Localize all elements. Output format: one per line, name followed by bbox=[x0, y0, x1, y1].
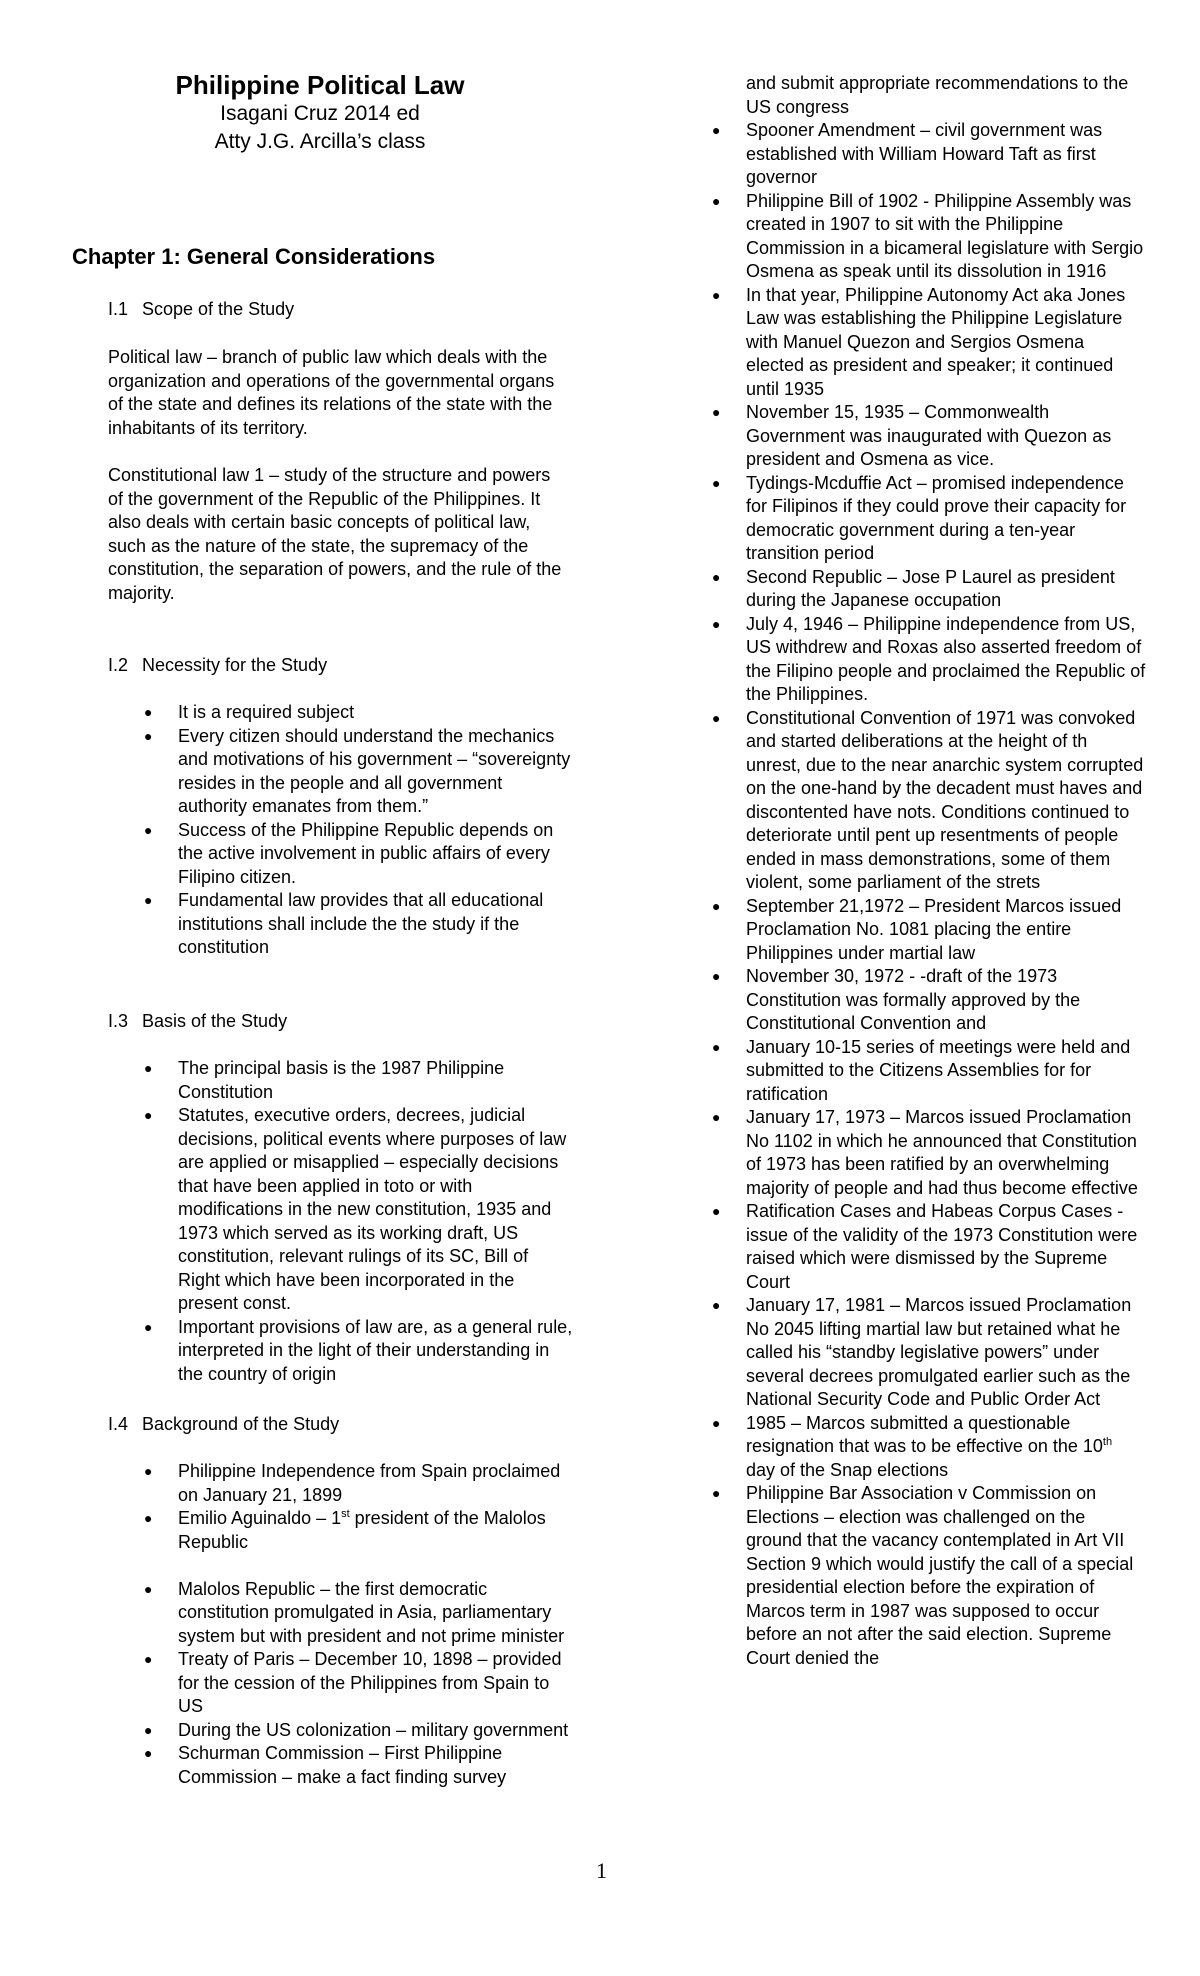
bullet-icon: ● bbox=[712, 1109, 721, 1125]
class-line: Atty J.G. Arcilla’s class bbox=[214, 130, 426, 153]
bullet-icon: ● bbox=[144, 1745, 153, 1761]
bullet-icon: ● bbox=[712, 1203, 721, 1219]
bullet-icon: ● bbox=[144, 1721, 153, 1738]
bullet-icon: ● bbox=[144, 1463, 153, 1479]
list-item: ● January 10-15 series of meetings were held and submitted to the Citizens Assemblies for for ratification bbox=[712, 1036, 1131, 1104]
list-item: ● Emilio Aguinaldo – 1st president of the Malolos Republic bbox=[144, 1508, 546, 1552]
list-item: ● Philippine Independence from Spain proclaimed on January 21, 1899 bbox=[144, 1461, 561, 1505]
paragraph-political-law: Political law – branch of public law which deals with the organization and operations of the governmental organs of the state and defines its relations of the state with the inhabitants of its territory. bbox=[108, 347, 555, 438]
bullet-icon: ● bbox=[144, 727, 153, 744]
list-item: ● Philippine Bar Association v Commission on Elections – election was challenged on the ground that the vacancy contemplated in Art VII Section 9 which would justify the call of a special presidential election before the expiration of Marcos term in 1987 was supposed to occur before an not after the said election. Supreme Court denied the bbox=[712, 1483, 1134, 1668]
list-item: ● Constitutional Convention of 1971 was convoked and started deliberations at the height of th unrest, due to the near anarchic system corrupted on the one-hand by the decadent must haves and discontented have nots. Conditions continued to deteriorate until pent up resentments of people ended in mass demonstrations, some of them violent, some parliament of the strets bbox=[712, 707, 1144, 892]
list-item: ● Treaty of Paris – December 10, 1898 – provided for the cession of the Philippines from Spain to US bbox=[144, 1649, 562, 1716]
list-item: ● January 17, 1981 – Marcos issued Proclamation No 2045 lifting martial law but retained what he called his “standby legislative powers” under several decrees promulgated earlier such as the National Security Code and Public Order Act bbox=[712, 1295, 1132, 1409]
section-title: Basis of the Study bbox=[142, 1011, 288, 1031]
bullet-icon: ● bbox=[712, 709, 721, 726]
bullet-icon: ● bbox=[712, 1297, 721, 1313]
page-number: 1 bbox=[596, 1858, 607, 1883]
list-item: ● Every citizen should understand the mechanics and motivations of his government – “sovereignty resides in the people and all government authority emanates from them.” bbox=[144, 725, 571, 816]
list-item: ● November 15, 1935 – Commonwealth Government was inaugurated with Quezon as president and Osmena as vice. bbox=[712, 402, 1112, 469]
list-item: ● Philippine Bill of 1902 - Philippine Assembly was created in 1907 to sit with the Philippine Commission in a bicameral legislature with Sergio Osmena as speak until its dissolution in 1916 bbox=[712, 190, 1144, 281]
bullet-icon: ● bbox=[144, 1107, 153, 1123]
bullet-icon: ● bbox=[712, 474, 721, 491]
list-item: ● During the US colonization – military government bbox=[178, 1719, 573, 1743]
bullet-icon: ● bbox=[712, 1414, 721, 1431]
bullet-icon: ● bbox=[712, 615, 721, 632]
section-title: Background of the Study bbox=[142, 1414, 340, 1434]
list-item: ● 1985 – Marcos submitted a questionable resignation that was to be effective on the 10th day of the Snap elections bbox=[712, 1412, 1113, 1480]
list-item: ● January 17, 1973 – Marcos issued Proclamation No 1102 in which he announced that Constitution of 1973 has been ratified by an overwhelming majority of people and had thus become effective bbox=[712, 1107, 1138, 1198]
list-item-continuation: and submit appropriate recommendations to the US congress bbox=[746, 73, 1129, 117]
bullet-icon: ● bbox=[144, 1060, 153, 1076]
bullet-icon: ● bbox=[712, 968, 721, 984]
list-item: ● Important provisions of law are, as a general rule, interpreted in the light of their understanding in the country of origin bbox=[144, 1316, 573, 1384]
bullet-icon: ● bbox=[712, 1485, 721, 1501]
document-title: Philippine Political Law bbox=[175, 70, 465, 100]
bullet-icon: ● bbox=[144, 892, 153, 908]
list-item: ● September 21,1972 – President Marcos issued Proclamation No. 1081 placing the entire Philippines under martial law bbox=[712, 895, 1122, 963]
bullet-icon: ● bbox=[144, 704, 153, 720]
bullet-icon: ● bbox=[712, 568, 721, 585]
list-item: ● Success of the Philippine Republic depends on the active involvement in public affairs of every Filipino citizen. bbox=[144, 819, 554, 887]
list-item: ● Spooner Amendment – civil government was established with William Howard Taft as first governor bbox=[712, 120, 1103, 187]
title-block bbox=[120, 70, 520, 156]
list-item: ● Malolos Republic – the first democratic constitution promulgated in Asia, parliamentary system but with president and not prime minister bbox=[144, 1578, 565, 1646]
bullet-icon: ● bbox=[144, 821, 153, 838]
section-number: I.3 bbox=[108, 1011, 129, 1031]
bullet-icon: ● bbox=[712, 122, 721, 138]
chapter-heading: Chapter 1: General Considerations bbox=[72, 244, 436, 269]
section-heading-basis bbox=[108, 1010, 287, 1034]
background-list bbox=[144, 1460, 573, 1789]
bullet-icon: ● bbox=[144, 1580, 153, 1597]
paragraph-constitutional-law: Constitutional law 1 – study of the structure and powers of the government of the Republic of the Philippines. It also deals with certain basic concepts of political law, such as the nature of the state, the supremacy of the constitution, the separation of powers, and the rule of the majority. bbox=[108, 465, 562, 603]
section-heading-necessity bbox=[108, 654, 327, 678]
section-heading-background bbox=[108, 1413, 339, 1437]
bullet-icon: ● bbox=[712, 286, 721, 303]
necessity-list bbox=[144, 701, 573, 960]
section-number: I.2 bbox=[108, 655, 129, 675]
list-item: ● In that year, Philippine Autonomy Act aka Jones Law was establishing the Philippine Legislature with Manuel Quezon and Sergios Osmena elected as president and speaker; it continued until 1935 bbox=[712, 284, 1126, 399]
background-list-continued bbox=[712, 72, 1146, 1670]
section-heading-scope bbox=[108, 298, 294, 322]
bullet-icon: ● bbox=[712, 404, 721, 420]
list-item: ● The principal basis is the 1987 Philippine Constitution bbox=[144, 1058, 505, 1102]
list-item: ● Statutes, executive orders, decrees, judicial decisions, political events where purposes of law are applied or misapplied – especially decisions that have been applied in toto or with modifications in the new constitution, 1935 and 1973 which served as its working draft, US constitution, relevant rulings of its SC, Bill of Right which have been incorporated in the present const. bbox=[144, 1105, 567, 1313]
bullet-icon: ● bbox=[712, 192, 721, 209]
section-title: Scope of the Study bbox=[142, 299, 295, 319]
bullet-icon: ● bbox=[712, 1038, 721, 1055]
list-item: ● Fundamental law provides that all educational institutions shall include the the study if the constitution bbox=[144, 890, 544, 957]
section-number: I.1 bbox=[108, 299, 129, 319]
bullet-icon: ● bbox=[144, 1651, 153, 1667]
list-item: ● Tydings-Mcduffie Act – promised independence for Filipinos if they could prove their capacity for democratic government during a ten-year transition period bbox=[712, 472, 1127, 563]
list-spacer bbox=[178, 1554, 573, 1578]
list-item: ● Second Republic – Jose P Laurel as president during the Japanese occupation bbox=[712, 566, 1115, 610]
list-item: ● July 4, 1946 – Philippine independence from US, US withdrew and Roxas also asserted freedom of the Filipino people and proclaimed the Republic of the Philippines. bbox=[712, 613, 1146, 704]
list-item: ● It is a required subject bbox=[178, 701, 573, 725]
list-item: ● Schurman Commission – First Philippine Commission – make a fact finding survey bbox=[144, 1743, 507, 1787]
document-subtitle: Isagani Cruz 2014 ed bbox=[220, 102, 420, 125]
section-title: Necessity for the Study bbox=[142, 655, 328, 675]
section-number: I.4 bbox=[108, 1414, 129, 1434]
basis-list bbox=[144, 1057, 573, 1386]
list-item: ● Ratification Cases and Habeas Corpus Cases - issue of the validity of the 1973 Constitution were raised which were dismissed by the Supreme Court bbox=[712, 1201, 1138, 1292]
bullet-icon: ● bbox=[144, 1318, 153, 1335]
list-item: ● November 30, 1972 - -draft of the 1973 Constitution was formally approved by the Constitutional Convention and bbox=[712, 966, 1081, 1033]
bullet-icon: ● bbox=[712, 897, 721, 914]
bullet-icon: ● bbox=[144, 1510, 153, 1526]
